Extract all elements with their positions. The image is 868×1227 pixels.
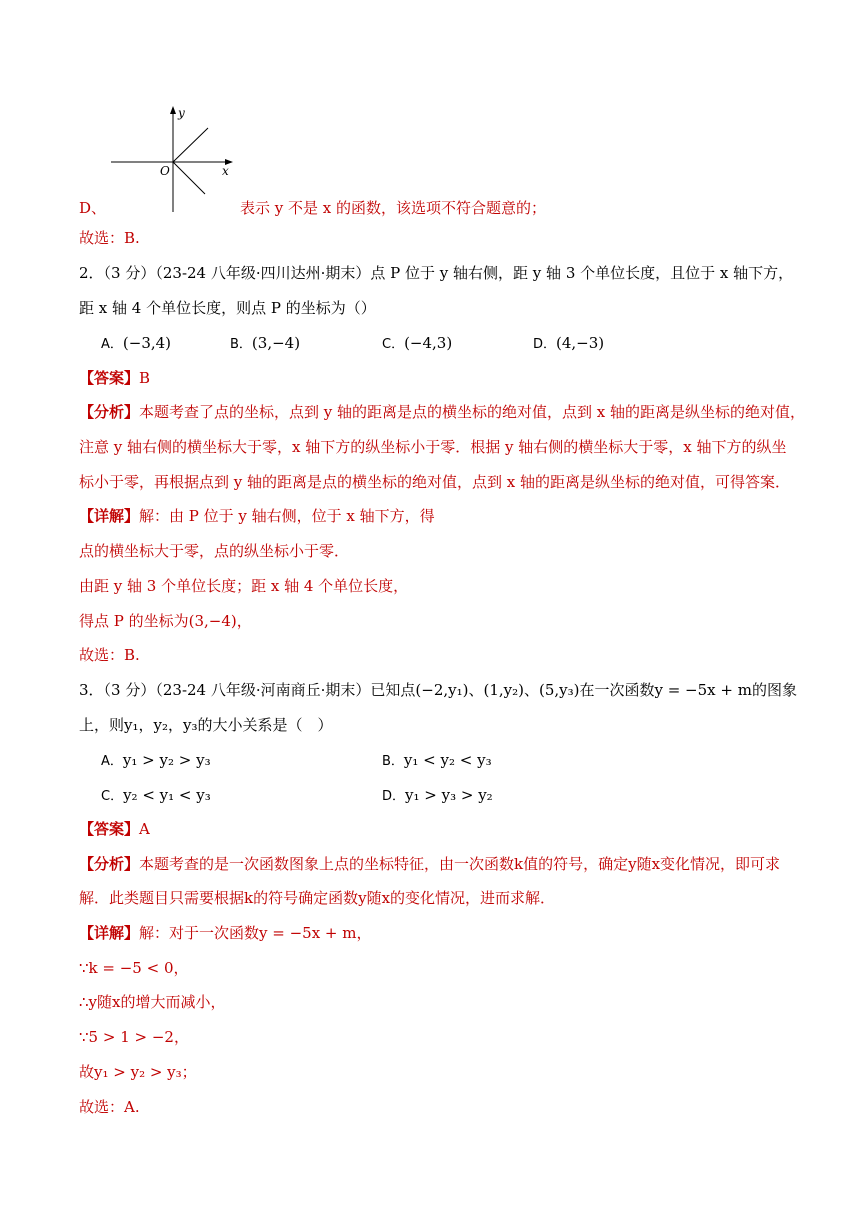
q2-detail-line4: 得点 P 的坐标为(3,−4)， (79, 612, 252, 630)
q3-answer-tag: 【答案】 (79, 820, 140, 838)
q3-detail-line4: ∵5 > 1 > −2， (79, 1028, 189, 1046)
q3-option-d: D．y₁ > y₃ > y₂ (382, 786, 493, 804)
q3-stem-line2: 上，则y₁，y₂，y₃的大小关系是（ ） (79, 716, 333, 734)
q2-option-c: C．(−4,3) (382, 334, 453, 352)
q2-analysis-line2: 注意 y 轴右侧的横坐标大于零，x 轴下方的纵坐标小于零．根据 y 轴右侧的横坐标大于零，x 轴下方的纵坐 (79, 438, 787, 456)
q1-option-d-label: D、 (79, 199, 107, 217)
q2-analysis-line1: 【分析】本题考查了点的坐标，点到 y 轴的距离是点的横坐标的绝对值，点到 x 轴的距离是纵坐标的绝对值， (79, 403, 806, 421)
q3-detail-tag: 【详解】 (79, 924, 140, 942)
q2-detail-tag: 【详解】 (79, 507, 140, 525)
q2-option-b: B．(3,−4) (230, 334, 301, 352)
q3-analysis-tag: 【分析】 (79, 855, 140, 873)
q2-answer-value: B (139, 369, 151, 387)
q2-option-d: D．(4,−3) (533, 334, 605, 352)
q3-detail-line3: ∴y随x的增大而减小， (79, 993, 226, 1011)
q3-stem-line1: 3．（3 分）（23-24 八年级·河南商丘·期末）已知点(−2,y₁)、(1,y₂)、(5,y₃)在一次函数y = −5x + m的图象 (79, 681, 797, 699)
graph-line-lower (173, 162, 205, 194)
q2-answer-tag: 【答案】 (79, 369, 140, 387)
q2-answer (79, 368, 150, 388)
x-axis-label: x (222, 164, 229, 178)
q3-option-b: B．y₁ < y₂ < y₃ (382, 751, 492, 769)
q3-answer-value: A (139, 820, 150, 838)
q2-stem-line2: 距 x 轴 4 个单位长度，则点 P 的坐标为（） (79, 299, 376, 317)
q3-analysis-line1: 【分析】本题考查的是一次函数图象上点的坐标特征，由一次函数k值的符号，确定y随x变化情况，即可求 (79, 855, 781, 873)
q3-option-c: C．y₂ < y₁ < y₃ (101, 786, 211, 804)
q1-conclusion: 故选：B. (79, 229, 140, 247)
q3-detail-line5: 故y₁ > y₂ > y₃； (79, 1063, 197, 1081)
q3-analysis-line2: 解．此类题目只需要根据k的符号确定函数y随x的变化情况，进而求解． (79, 889, 556, 907)
y-axis-arrow (170, 106, 176, 114)
coordinate-graph (105, 100, 240, 215)
q3-detail-line1: 【详解】解：对于一次函数y = −5x + m， (79, 924, 372, 942)
q3-answer (79, 819, 150, 839)
q2-analysis-tag: 【分析】 (79, 403, 140, 421)
q3-detail-line2: ∵k = −5 < 0， (79, 959, 189, 977)
y-axis-label: y (178, 106, 185, 120)
q3-conclusion: 故选：A. (79, 1098, 140, 1116)
graph-line-upper (173, 128, 208, 162)
q2-detail-line3: 由距 y 轴 3 个单位长度；距 x 轴 4 个单位长度， (79, 577, 409, 595)
q3-option-a: A．y₁ > y₂ > y₃ (101, 751, 211, 769)
origin-label: O (160, 164, 170, 178)
q1-option-d-text: 表示 y 不是 x 的函数，该选项不符合题意的； (240, 199, 547, 217)
q2-stem-line1: 2．（3 分）（23-24 八年级·四川达州·期末）点 P 位于 y 轴右侧，距 y 轴 3 个单位长度，且位于 x 轴下方， (79, 264, 794, 282)
q2-detail-line2: 点的横坐标大于零，点的纵坐标小于零． (79, 542, 350, 560)
q2-option-a: A．(−3,4) (101, 334, 172, 352)
q2-analysis-line3: 标小于零，再根据点到 y 轴的距离是点的横坐标的绝对值，点到 x 轴的距离是纵坐标的绝对值，可得答案． (79, 473, 791, 491)
q2-conclusion: 故选：B. (79, 646, 140, 664)
q2-detail-line1: 【详解】解：由 P 位于 y 轴右侧，位于 x 轴下方，得 (79, 507, 435, 525)
